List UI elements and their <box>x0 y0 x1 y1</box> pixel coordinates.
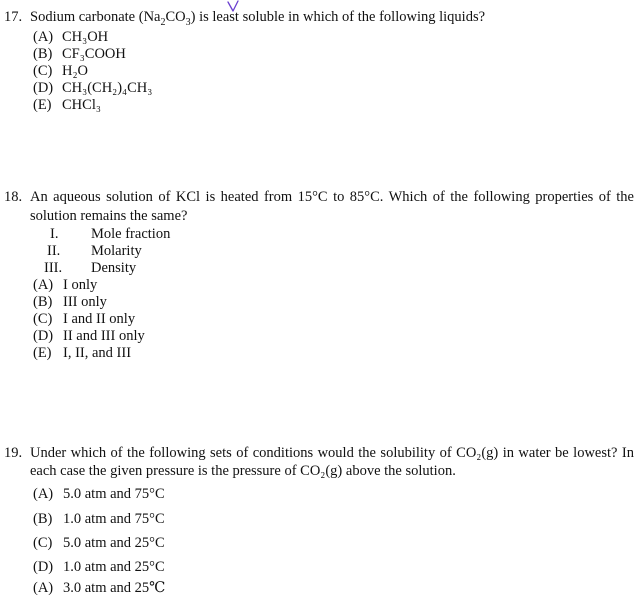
option-text: 5.0 atm and 75°C <box>63 486 165 502</box>
option-label: (C) <box>33 535 53 551</box>
option-text: CF₃COOH <box>62 46 126 62</box>
option-text: 1.0 atm and 25°C <box>63 559 165 575</box>
question-stem-line: Under which of the following sets of conditions would the solubility of CO₂(g) in water be lowest? In <box>30 445 634 461</box>
option-text: I, II, and III <box>63 345 132 361</box>
option-label: (B) <box>33 294 53 310</box>
question-stem-line: solution remains the same? <box>30 208 188 224</box>
option-text: III only <box>63 294 107 310</box>
option-label: (B) <box>33 46 53 62</box>
property-text: Molarity <box>91 243 142 259</box>
question-number: 18. <box>4 189 23 205</box>
question-number: 19. <box>4 445 23 461</box>
option-text: CH₃OH <box>62 29 109 45</box>
property-numeral: III. <box>44 260 63 276</box>
option-label: (C) <box>33 311 53 327</box>
option-label: (A) <box>33 486 54 502</box>
option-text: I and II only <box>63 311 136 327</box>
formula-subscript: 3 <box>185 16 191 28</box>
property-numeral: I. <box>50 226 59 242</box>
option-text: CHCl₃ <box>62 97 101 113</box>
checkmark-icon <box>226 0 240 13</box>
option-label: (D) <box>33 80 54 96</box>
question-stem-line: each case the given pressure is the pressure of CO₂(g) above the solution. <box>30 463 456 479</box>
option-label: (D) <box>33 559 54 575</box>
option-label: (B) <box>33 511 53 527</box>
property-numeral: II. <box>47 243 61 259</box>
option-label: (A) <box>33 277 54 293</box>
option-text: 3.0 atm and 25℃ <box>63 580 166 596</box>
option-label: (C) <box>33 63 53 79</box>
option-label: (A) <box>33 29 54 45</box>
stem-text: ) is least soluble in which of the following liquids? <box>190 9 486 25</box>
question-number: 17. <box>4 9 23 25</box>
formula-part: Na <box>143 9 161 25</box>
property-text: Mole fraction <box>91 226 171 242</box>
property-text: Density <box>91 260 137 276</box>
option-label: (E) <box>33 97 52 113</box>
option-text: CH₃(CH₂)₄CH₃ <box>62 80 153 96</box>
option-text: 1.0 atm and 75°C <box>63 511 165 527</box>
option-label: (A) <box>33 580 54 596</box>
option-label: (E) <box>33 345 52 361</box>
option-label: (D) <box>33 328 54 344</box>
option-text: 5.0 atm and 25°C <box>63 535 165 551</box>
stem-text: Sodium carbonate ( <box>30 9 144 25</box>
question-stem <box>30 9 485 31</box>
formula-part: CO <box>165 9 186 25</box>
formula-subscript: 2 <box>160 16 166 28</box>
option-text: I only <box>63 277 98 293</box>
option-text: H₂O <box>62 63 88 79</box>
option-text: II and III only <box>63 328 145 344</box>
question-stem-line: An aqueous solution of KCl is heated from 15°C to 85°C. Which of the following properties of the <box>30 189 634 205</box>
